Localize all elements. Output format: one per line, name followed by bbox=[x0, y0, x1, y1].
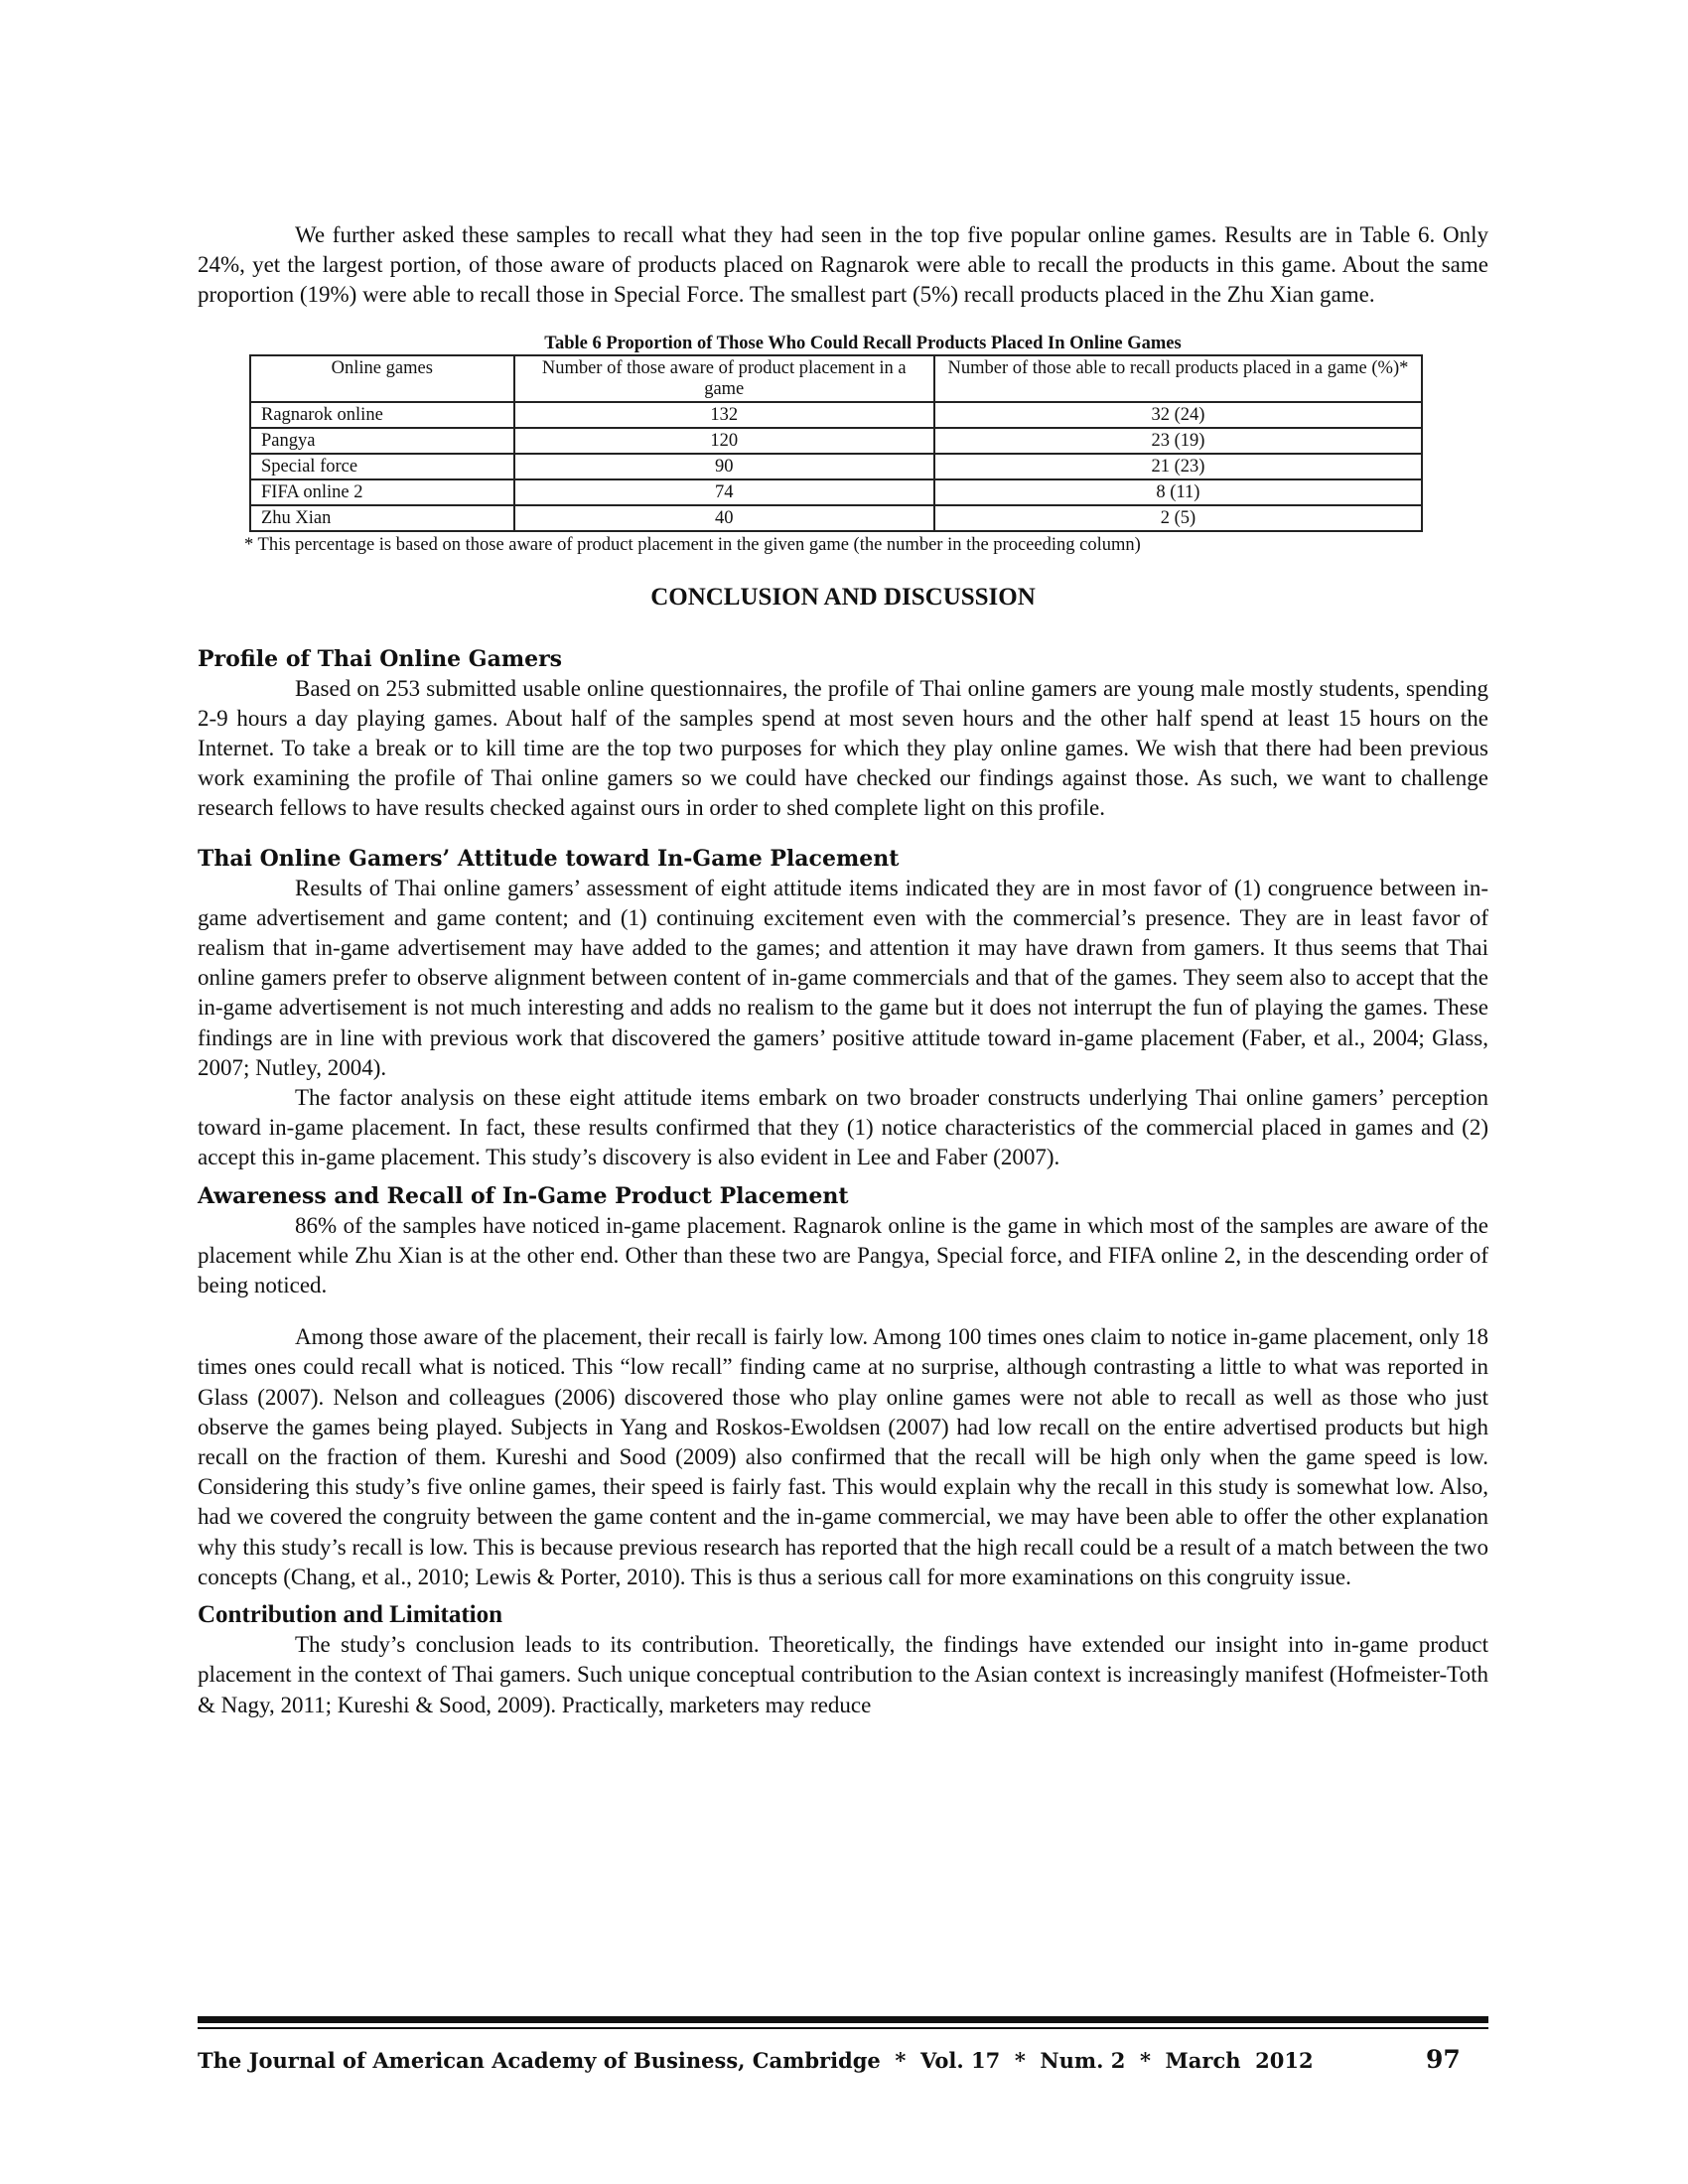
awareness-paragraph-2: Among those aware of the placement, their recall is fairly low. Among 100 times ones claim to notice in-game placement, only 18 times ones could recall what is noticed. This “low recall” finding came at no surprise, although contrasting a little to what was reported in Glass (2007). Nelson and colleagues (2006) discovered those who play online games were not able to recall as well as those who just observe the games being played. Subjects in Yang and Roskos-Ewoldsen (2007) had low recall on the entire advertised products but high recall on the fraction of them. Kureshi and Sood (2009) also confirmed that the recall will be high only when the game speed is low. Considering this study’s five online games, their speed is fairly fast. This would explain why the recall in this study is somewhat low. Also, had we covered the congruity between the game content and the in-game commercial, we may have been able to offer the other explanation why this study’s recall is low. This is because previous research has reported that the high recall could be a result of a match between the two concepts (Chang, et al., 2010; Lewis & Porter, 2010). This is thus a serious call for more examinations on this congruity issue. bbox=[198, 1324, 1488, 1589]
aware-cell: 90 bbox=[514, 454, 934, 479]
table-6 bbox=[249, 354, 1423, 532]
header-cell: Number of those aware of product placement in a game bbox=[514, 355, 934, 402]
contribution-heading: Contribution and Limitation bbox=[198, 1601, 503, 1629]
header-cell: Number of those able to recall products placed in a game (%)* bbox=[934, 355, 1422, 402]
attitude-paragraph-2: The factor analysis on these eight attitude items embark on two broader constructs underlying Thai online gamers’ perception toward in-game placement. In fact, these results confirmed that they (1) notice characteristics of the commercial placed in games and (2) accept this in-game placement. This study’s discovery is also evident in Lee and Faber (2007). bbox=[198, 1085, 1488, 1170]
aware-cell: 40 bbox=[514, 505, 934, 531]
table-footnote: * This percentage is based on those aware of product placement in the given game (the number in the proceeding column) bbox=[244, 534, 1141, 555]
aware-cell: 74 bbox=[514, 479, 934, 505]
page-body bbox=[198, 220, 1488, 1720]
table-header-row bbox=[250, 355, 1422, 402]
recall-cell: 23 (19) bbox=[934, 428, 1422, 454]
footer-rule-thick bbox=[198, 2016, 1488, 2023]
table-caption: Table 6 Proportion of Those Who Could Recall Products Placed In Online Games bbox=[544, 333, 1182, 353]
game-cell: FIFA online 2 bbox=[250, 479, 514, 505]
attitude-heading: Thai Online Gamers’ Attitude toward In-Game Placement bbox=[198, 845, 900, 872]
awareness-paragraph-1: 86% of the samples have noticed in-game placement. Ragnarok online is the game in which most of the samples are aware of the placement while Zhu Xian is at the other end. Other than these two are Pangya, Special force, and FIFA online 2, in the descending order of being noticed. bbox=[198, 1212, 1488, 1298]
aware-cell: 120 bbox=[514, 428, 934, 454]
table-row bbox=[250, 454, 1422, 479]
aware-cell: 132 bbox=[514, 402, 934, 428]
footer-journal-title: The Journal of American Academy of Business, Cambridge * Vol. 17 * Num. 2 * March 2012 bbox=[198, 2048, 1314, 2073]
table-row bbox=[250, 402, 1422, 428]
table-row bbox=[250, 479, 1422, 505]
page-number: 97 bbox=[1426, 2045, 1461, 2074]
header-cell: Online games bbox=[250, 355, 514, 402]
recall-cell: 21 (23) bbox=[934, 454, 1422, 479]
footer-rule-thin bbox=[198, 2027, 1488, 2029]
recall-cell: 2 (5) bbox=[934, 505, 1422, 531]
conclusion-heading: CONCLUSION AND DISCUSSION bbox=[650, 583, 1036, 611]
intro-paragraph: We further asked these samples to recall what they had seen in the top five popular online games. Results are in Table 6. Only 24%, yet the largest portion, of those aware of products placed on Ragnarok were able to recall the products in this game. About the same proportion (19%) were able to recall those in Special Force. The smallest part (5%) recall products placed in the Zhu Xian game. bbox=[198, 222, 1488, 308]
table-row bbox=[250, 505, 1422, 531]
profile-heading: Profile of Thai Online Gamers bbox=[198, 645, 563, 672]
game-cell: Ragnarok online bbox=[250, 402, 514, 428]
game-cell: Pangya bbox=[250, 428, 514, 454]
contribution-paragraph: The study’s conclusion leads to its contribution. Theoretically, the findings have extended our insight into in-game product placement in the context of Thai gamers. Such unique conceptual contribution to the Asian context is increasingly manifest (Hofmeister-Toth & Nagy, 2011; Kureshi & Sood, 2009). Practically, marketers may reduce bbox=[198, 1632, 1488, 1717]
awareness-heading: Awareness and Recall of In-Game Product Placement bbox=[198, 1182, 849, 1209]
attitude-paragraph-1: Results of Thai online gamers’ assessment of eight attitude items indicated they are in most favor of (1) congruence between in-game advertisement and game content; and (1) continuing excitement even with the commercial’s presence. They are in least favor of realism that in-game advertisement may have added to the games; and attention it may have drawn from gamers. It thus seems that Thai online gamers prefer to observe alignment between content of in-game commercials and that of the games. They seem also to accept that the in-game advertisement is not much interesting and adds no realism to the game but it does not interrupt the fun of playing the games. These findings are in line with previous work that discovered the gamers’ positive attitude toward in-game placement (Faber, et al., 2004; Glass, 2007; Nutley, 2004). bbox=[198, 875, 1488, 1080]
recall-cell: 32 (24) bbox=[934, 402, 1422, 428]
profile-paragraph: Based on 253 submitted usable online questionnaires, the profile of Thai online gamers are young male mostly students, spending 2-9 hours a day playing games. About half of the samples spend at most seven hours and the other half spend at least 15 hours on the Internet. To take a break or to kill time are the top two purposes for which they play online games. We wish that there had been previous work examining the profile of Thai online gamers so we could have checked our findings against those. As such, we want to challenge research fellows to have results checked against ours in order to shed complete light on this profile. bbox=[198, 675, 1488, 821]
game-cell: Zhu Xian bbox=[250, 505, 514, 531]
game-cell: Special force bbox=[250, 454, 514, 479]
table-row bbox=[250, 428, 1422, 454]
recall-cell: 8 (11) bbox=[934, 479, 1422, 505]
